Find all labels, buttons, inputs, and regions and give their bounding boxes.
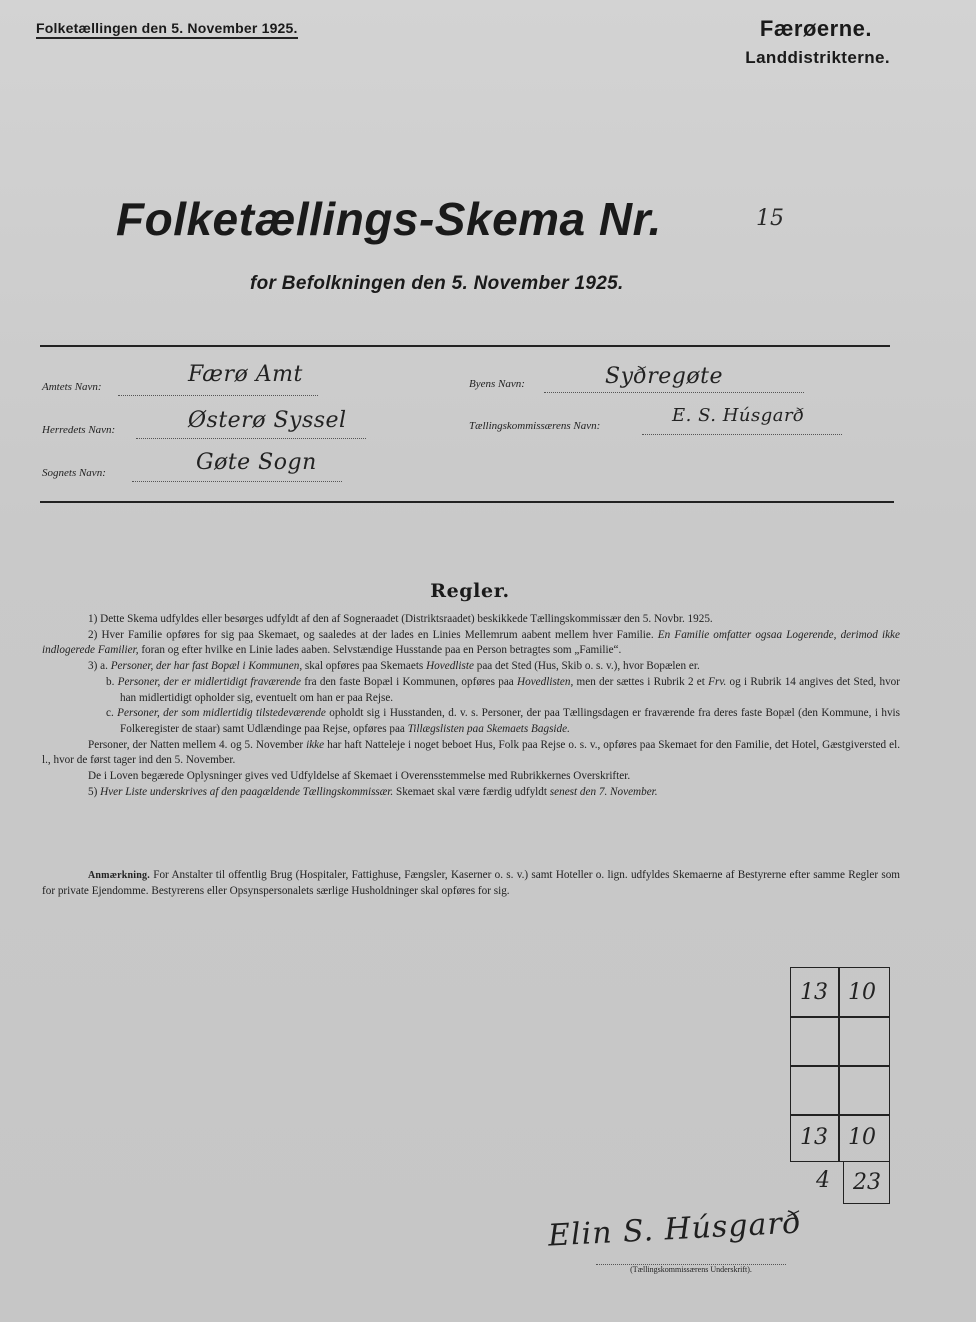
- totals-extra-right: 23: [853, 1170, 881, 1195]
- divider-top: [40, 345, 890, 347]
- totals-cell: 13: [800, 1125, 828, 1150]
- rule-2: 2) Hver Familie opføres for sig paa Skemaet, og saaledes at der lades en Linies Mellemrum aabent mellem hver Familie. En Familie omfatter ogsaa Logerende, derimod ikke indlogerede Familier, foran og efter hvilke en Linie lades aaben. Selvstændige Husstande paa en Person betragtes som „Familie“.: [42, 628, 900, 657]
- note-text: For Anstalter til offentlig Brug (Hospitaler, Fattighuse, Fængsler, Kaserner o. s. v.) samt Hoteller o. lign. udfyldes Skemaerne af Bestyrerne efter samme Regler som for private Ejendomme. Bestyrerens eller Opsynspersonalets særlige Husholdninger skal opføres for sig.: [42, 869, 900, 897]
- region-title: Færøerne.: [759, 16, 872, 41]
- note-label: Anmærkning.: [88, 870, 150, 881]
- kommissaer-label: Tællingskommissærens Navn:: [469, 420, 601, 432]
- signature-caption: (Tællingskommissærens Underskrift).: [630, 1265, 752, 1274]
- sogn-value: Gøte Sogn: [196, 450, 317, 475]
- herred-line: [136, 438, 366, 439]
- by-value: Syðregøte: [605, 364, 723, 389]
- rule-5: 5) Hver Liste underskrives af den paagældende Tællingskommissær. Skemaet skal være færdig udfyldt senest den 7. November.: [88, 785, 658, 798]
- totals-row-divider: [791, 1065, 889, 1067]
- form-number: 15: [756, 206, 784, 231]
- form-subtitle: for Befolkningen den 5. November 1925.: [250, 273, 624, 294]
- herred-value: Østerø Syssel: [188, 408, 347, 433]
- totals-extra-left: 4: [816, 1168, 830, 1193]
- amt-label: Amtets Navn:: [42, 381, 102, 393]
- rules-body: [42, 612, 900, 800]
- by-line: [544, 392, 804, 393]
- rule-1: 1) Dette Skema udfyldes eller besørges udfyldt af den af Sogneraadet (Distriktsraadet) beskikkede Tællingskommissær den 5. Novbr. 1925.: [88, 613, 713, 625]
- kommissaer-line: [642, 434, 842, 435]
- rule-3d: Personer, der Natten mellem 4. og 5. November ikke har haft Natteleje i noget beboet Hus, Folk paa Rejse o. s. v., opføres paa Skemaet for den Familie, det Hotel, Gæstgiversted el. l., hvor de først tager ind den 5. November.: [42, 738, 900, 767]
- totals-row-divider: [791, 1114, 889, 1116]
- by-label: Byens Navn:: [469, 378, 525, 390]
- rules-heading: Regler.: [430, 580, 510, 602]
- herred-label: Herredets Navn:: [42, 424, 116, 436]
- signature: Elin S. Húsgarð: [547, 1205, 803, 1254]
- rule-4: De i Loven begærede Oplysninger gives ved Udfyldelse af Skemaet i Overensstemmelse med Rubrikkernes Overskrifter.: [88, 770, 631, 783]
- totals-cell: 10: [848, 1125, 876, 1150]
- kommissaer-value: E. S. Húsgarð: [672, 405, 805, 426]
- rule-3b: b. Personer, der er midlertidigt fraværende fra den faste Bopæl i Kommunen, opføres paa Hovedlisten, men der sættes i Rubrik 2 et Frv. og i Rubrik 14 angives det Sted, hvor han midlertidigt opholder sig, eventuelt om han er paa Rejse.: [106, 675, 901, 704]
- form-header-left: Folketællingen den 5. November 1925.: [36, 20, 298, 39]
- amt-line: [118, 395, 318, 396]
- sogn-label: Sognets Navn:: [42, 467, 106, 479]
- amt-value: Færø Amt: [188, 362, 303, 387]
- rule-3a: 3) a. Personer, der har fast Bopæl i Kommunen, skal opføres paa Skemaets Hovedliste paa det Sted (Hus, Skib o. s. v.), hvor Bopælen er.: [88, 660, 700, 673]
- sogn-line: [132, 481, 342, 482]
- form-title: Folketællings-Skema Nr.: [116, 193, 662, 245]
- district-subtitle: Landdistrikterne.: [745, 48, 890, 67]
- annotation-note: [42, 868, 900, 899]
- rule-3c: c. Personer, der som midlertidig tilstedeværende opholdt sig i Husstanden, d. v. s. Personer, der paa Tællingsdagen er fraværende fra deres faste Bopæl (den Kommune, i hvis Folkeregister de staar) samt Udlændinge paa Rejse, opføres paa Tillægslisten paa Skemaets Bagside.: [106, 707, 900, 735]
- divider-bottom: [40, 501, 894, 503]
- totals-cell: 13: [800, 980, 828, 1005]
- totals-row-divider: [791, 1016, 889, 1018]
- totals-box: [790, 967, 890, 1162]
- totals-cell: 10: [848, 980, 876, 1005]
